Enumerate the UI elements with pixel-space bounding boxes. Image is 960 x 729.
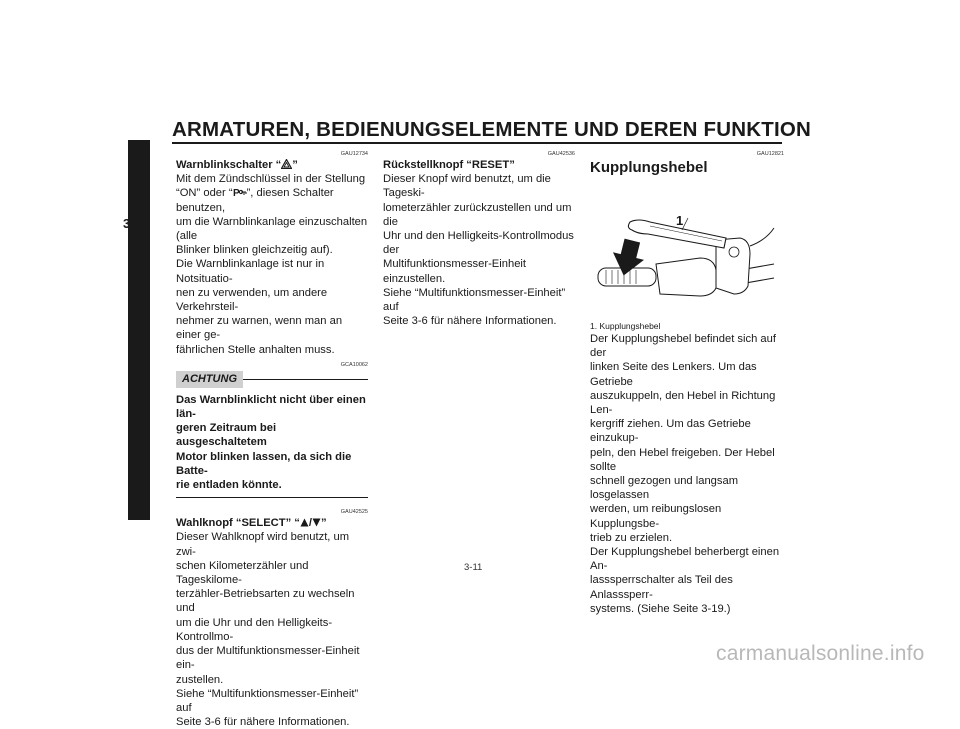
svg-text:P: P bbox=[232, 188, 240, 198]
body-line: werden, um reibungslosen Kupplungsbe- bbox=[590, 503, 722, 530]
body-line: Die Warnblinkanlage ist nur in Notsituatio- bbox=[176, 258, 325, 285]
body-line: Siehe “Multifunktionsmesser-Einheit” auf bbox=[383, 286, 566, 314]
section-code: GAU42536 bbox=[547, 151, 575, 157]
body-line: lometerzähler zurückzustellen und um die bbox=[383, 201, 572, 228]
body-line: Der Kupplungshebel beherbergt einen An- bbox=[590, 546, 780, 573]
watermark-link[interactable]: carmanualsonline.info bbox=[716, 642, 925, 665]
column-1 bbox=[176, 150, 368, 729]
title-rule bbox=[172, 142, 782, 144]
caution-code: GCA10062 bbox=[340, 361, 368, 368]
body-line: Multifunktionsmesser-Einheit einzustellen. bbox=[383, 258, 527, 285]
body-line: trieb zu erzielen. bbox=[590, 531, 673, 544]
body-line: Uhr und den Helligkeits-Kontrollmodus der bbox=[383, 230, 574, 257]
body-line: linken Seite des Lenkers. Um das Getriebe bbox=[590, 361, 757, 388]
page-number: 3-11 bbox=[464, 562, 483, 573]
triangle-down-icon bbox=[312, 518, 321, 527]
section-code: GAU12734 bbox=[340, 151, 368, 157]
figure-caption: 1. Kupplungshebel bbox=[590, 321, 661, 331]
body-line: nen zu verwenden, um andere Verkehrsteil- bbox=[176, 286, 328, 314]
section-code: GAU12821 bbox=[756, 151, 784, 157]
body-line: Der Kupplungshebel befindet sich auf der bbox=[590, 333, 776, 360]
body-line: fährlichen Stelle anhalten muss. bbox=[176, 343, 335, 356]
section-heading-select: Wahlknopf “SELECT” “ / ” bbox=[176, 517, 327, 530]
clutch-lever-figure bbox=[590, 184, 776, 300]
body-line: zustellen. bbox=[176, 673, 224, 686]
body-line: lasssperrschalter als Teil des Anlasssperr- bbox=[590, 574, 733, 601]
body-line: “ON” oder “ P ”, diesen Schalter benutzen, bbox=[176, 187, 334, 214]
body-line: systems. (Siehe Seite 3-19.) bbox=[590, 602, 731, 615]
body-line: Seite 3-6 für nähere Informationen. bbox=[383, 315, 557, 328]
body-line: Mit dem Zündschlüssel in der Stellung bbox=[176, 173, 366, 186]
column-2 bbox=[383, 150, 575, 328]
body-line: dus der Multifunktionsmesser-Einheit ein- bbox=[176, 645, 360, 672]
hazard-triangle-icon bbox=[281, 159, 292, 169]
page-title: ARMATUREN, BEDIENUNGSELEMENTE UND DEREN FUNKTION bbox=[172, 118, 812, 141]
chapter-number: 3 bbox=[123, 216, 131, 231]
body-line: nehmer zu warnen, wenn man an einer ge- bbox=[176, 315, 343, 342]
section-heading-hazard: Warnblinkschalter “ ” bbox=[176, 159, 298, 171]
body-line: Blinker blinken gleichzeitig auf). bbox=[176, 244, 333, 257]
section-heading-reset: Rückstellknopf “RESET” bbox=[383, 159, 515, 171]
caution-line: Motor blinken lassen, da sich die Batte- bbox=[176, 450, 352, 477]
body-line: um die Warnblinkanlage einzuschalten (alle bbox=[176, 215, 368, 243]
body-line: Dieser Knopf wird benutzt, um die Tageski- bbox=[383, 173, 551, 200]
body-line: Seite 3-6 für nähere Informationen. bbox=[176, 716, 350, 729]
body-line: um die Uhr und den Helligkeits-Kontrollmo- bbox=[176, 616, 333, 643]
column-3 bbox=[590, 150, 784, 616]
triangle-up-icon bbox=[300, 518, 309, 527]
body-line: auszukuppeln, den Hebel in Richtung Len- bbox=[590, 389, 776, 417]
body-line: schen Kilometerzähler und Tageskilome- bbox=[176, 559, 309, 587]
body-line: terzähler-Betriebsarten zu wechseln und bbox=[176, 588, 355, 615]
body-line: schnell gezogen und langsam losgelassen bbox=[590, 475, 739, 502]
section-heading-clutch: Kupplungshebel bbox=[590, 159, 708, 176]
section-code: GAU42525 bbox=[340, 509, 368, 516]
park-key-icon bbox=[233, 187, 247, 197]
figure-callout-1: 1 bbox=[676, 213, 684, 228]
caution-line: rie entladen könnte. bbox=[176, 479, 282, 492]
body-line: peln, den Hebel freigeben. Der Hebel sollte bbox=[590, 446, 775, 473]
caution-label-row bbox=[176, 371, 368, 388]
chapter-tab bbox=[128, 140, 150, 520]
caution-badge: ACHTUNG bbox=[176, 371, 243, 388]
body-line: Dieser Wahlknopf wird benutzt, um zwi- bbox=[176, 531, 350, 558]
body-line: Siehe “Multifunktionsmesser-Einheit” auf bbox=[176, 687, 359, 714]
caution-line: geren Zeitraum bei ausgeschaltetem bbox=[176, 422, 277, 449]
caution-line: Das Warnblinklicht nicht über einen län- bbox=[176, 393, 366, 421]
caution-body bbox=[176, 388, 368, 498]
caution-rule bbox=[243, 379, 368, 380]
clutch-lever-illustration bbox=[590, 184, 776, 300]
body-line: kergriff ziehen. Um das Getriebe einzukup- bbox=[590, 418, 751, 445]
